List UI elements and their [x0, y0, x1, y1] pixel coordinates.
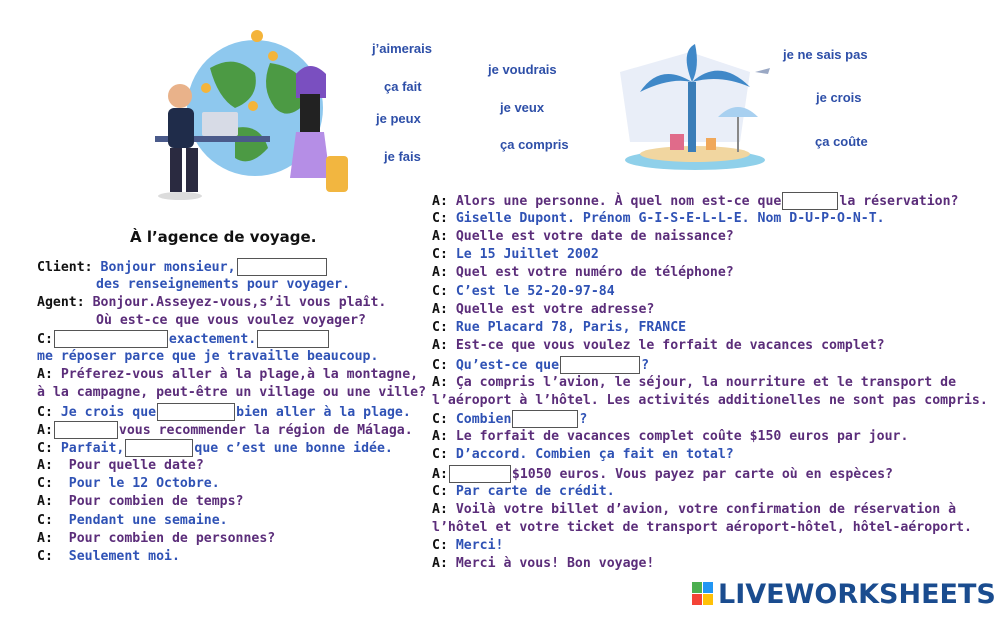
speaker-label: C: — [37, 441, 53, 456]
dialogue-line — [432, 555, 654, 573]
dialogue-text: Est-ce que vous voulez le forfait de vacances complet? — [455, 338, 885, 353]
speaker-label: C: — [432, 358, 448, 373]
dialogue-text: Pour quelle date? — [68, 458, 204, 473]
speaker-label: A: — [432, 429, 448, 444]
island-illustration — [600, 42, 775, 177]
dialogue-line — [37, 258, 328, 277]
dialogue-text: l’aéroport à l’hôtel. Les activités additionelles ne sont pas compris. — [432, 393, 988, 408]
dialogue-line — [37, 384, 426, 402]
dialogue-text: Quel est votre numéro de téléphone? — [455, 265, 734, 280]
dialogue-line — [37, 294, 386, 312]
dialogue-line — [432, 319, 686, 337]
dialogue-text: Préferez-vous aller à la plage,à la montagne, — [60, 367, 419, 382]
speaker-label: Client: — [37, 260, 93, 275]
dialogue-line — [37, 330, 330, 349]
speaker-label: A: — [37, 494, 53, 509]
dialogue-text: Giselle Dupont. Prénom G-I-S-E-L-L-E. Nom D-U-P-O-N-T. — [455, 211, 885, 226]
speaker-label: C: — [37, 513, 53, 528]
dialogue-text: Combien — [455, 412, 512, 427]
dialogue-line — [432, 465, 893, 484]
dialogue-line — [432, 428, 908, 446]
dialogue-line — [37, 421, 413, 440]
dialogue-text: Merci! — [455, 538, 504, 553]
dialogue-line — [432, 192, 958, 211]
answer-blank[interactable] — [560, 356, 640, 374]
speaker-label: C: — [432, 284, 448, 299]
dialogue-line — [37, 530, 275, 548]
answer-blank[interactable] — [449, 465, 511, 483]
speaker-label: C: — [432, 247, 448, 262]
dialogue-line — [432, 483, 615, 501]
dialogue-text: Alors une personne. À quel nom est-ce que — [455, 194, 782, 209]
speaker-label: A: — [37, 531, 53, 546]
answer-blank[interactable] — [54, 421, 118, 439]
dialogue-line — [432, 228, 734, 246]
dialogue-text: Par carte de crédit. — [455, 484, 615, 499]
dialogue-text: à la campagne, peut-être un village ou une ville? — [37, 385, 427, 400]
speaker-label: A: — [432, 502, 448, 517]
speaker-label: A: — [432, 265, 448, 280]
dialogue-line — [37, 366, 418, 384]
word-bank-item: je fais — [384, 149, 421, 164]
dialogue-line — [432, 374, 956, 392]
dialogue-text: l’hôtel et votre ticket de transport aéroport-hôtel, hôtel-aéroport. — [432, 520, 972, 535]
word-bank-item: je peux — [376, 111, 421, 126]
speaker-label: A: — [432, 467, 448, 482]
page-title: À l’agence de voyage. — [130, 228, 317, 246]
dialogue-text: Le 15 Juillet 2002 — [455, 247, 599, 262]
speaker-label: C: — [432, 412, 448, 427]
speaker-label: A: — [432, 302, 448, 317]
word-bank-item: ça fait — [384, 79, 422, 94]
dialogue-line — [37, 348, 378, 366]
answer-blank[interactable] — [512, 410, 578, 428]
dialogue-line — [37, 475, 220, 493]
speaker-label: A: — [432, 556, 448, 571]
answer-blank[interactable] — [782, 192, 838, 210]
answer-blank[interactable] — [54, 330, 168, 348]
word-bank-item: ça coûte — [815, 134, 868, 149]
dialogue-text: Ça compris l’avion, le séjour, la nourriture et le transport de — [455, 375, 957, 390]
dialogue-line — [432, 210, 885, 228]
dialogue-text: ? — [579, 412, 588, 427]
answer-blank[interactable] — [125, 439, 193, 457]
speaker-label: A: — [37, 367, 53, 382]
answer-blank[interactable] — [157, 403, 235, 421]
dialogue-text: Je crois que — [60, 405, 157, 420]
speaker-label: C: — [37, 549, 53, 564]
dialogue-text: Bonjour monsieur, — [100, 260, 236, 275]
speaker-label: A: — [432, 338, 448, 353]
speaker-label: A: — [37, 458, 53, 473]
dialogue-text: vous recommender la région de Málaga. — [118, 423, 413, 438]
speaker-label: A: — [432, 194, 448, 209]
dialogue-line — [432, 392, 988, 410]
speaker-label: C: — [432, 211, 448, 226]
dialogue-line — [37, 403, 411, 422]
speaker-label: A: — [432, 375, 448, 390]
dialogue-text: Rue Placard 78, Paris, FRANCE — [455, 320, 687, 335]
dialogue-text: des renseignements pour voyager. — [96, 277, 351, 292]
speaker-label: C: — [432, 320, 448, 335]
dialogue-text: bien aller à la plage. — [236, 405, 411, 420]
dialogue-line — [432, 519, 972, 537]
dialogue-line — [432, 537, 503, 555]
dialogue-text: Pour combien de temps? — [68, 494, 244, 509]
word-bank-item: je veux — [500, 100, 545, 115]
dialogue-text: Voilà votre billet d’avion, votre confirmation de réservation à — [455, 502, 957, 517]
dialogue-line — [37, 512, 228, 530]
dialogue-text: Où est-ce que vous voulez voyager? — [96, 313, 366, 328]
speaker-label: C: — [37, 476, 53, 491]
word-bank-item: j’aimerais — [372, 41, 432, 56]
dialogue-text: Pour le 12 Octobre. — [68, 476, 220, 491]
dialogue-text: la réservation? — [839, 194, 959, 209]
dialogue-line — [432, 337, 885, 355]
logo-badge-icon — [692, 582, 714, 606]
dialogue-line — [432, 356, 649, 375]
speaker-label: C: — [37, 405, 53, 420]
travel-agency-illustration — [140, 28, 370, 208]
dialogue-line — [432, 246, 599, 264]
dialogue-text: Le forfait de vacances complet coûte $150 euros par jour. — [455, 429, 909, 444]
dialogue-text: $1050 euros. Vous payez par carte où en espèces? — [511, 467, 893, 482]
dialogue-text: me réposer parce que je travaille beaucoup. — [37, 349, 379, 364]
dialogue-line — [37, 493, 243, 511]
speaker-label: Agent: — [37, 295, 85, 310]
dialogue-line — [432, 283, 615, 301]
dialogue-text: Quelle est votre adresse? — [455, 302, 655, 317]
dialogue-line — [432, 301, 654, 319]
speaker-label: C: — [37, 332, 53, 347]
word-bank-item: ça compris — [500, 137, 569, 152]
answer-blank[interactable] — [257, 330, 329, 348]
dialogue-text: Merci à vous! Bon voyage! — [455, 556, 655, 571]
speaker-label: C: — [432, 538, 448, 553]
word-bank-item: je crois — [816, 90, 862, 105]
word-bank-item: je voudrais — [488, 62, 557, 77]
dialogue-text: ? — [641, 358, 650, 373]
dialogue-text: Parfait, — [60, 441, 125, 456]
dialogue-text: Pour combien de personnes? — [68, 531, 276, 546]
speaker-label: C: — [432, 447, 448, 462]
dialogue-text: C’est le 52-20-97-84 — [455, 284, 615, 299]
dialogue-text: D’accord. Combien ça fait en total? — [455, 447, 734, 462]
dialogue-line — [96, 276, 350, 294]
dialogue-line — [432, 410, 587, 429]
liveworksheets-logo — [692, 578, 996, 610]
logo-text: LIVEWORKSHEETS — [718, 578, 996, 610]
dialogue-line — [96, 312, 366, 330]
dialogue-line — [37, 457, 204, 475]
speaker-label: A: — [432, 229, 448, 244]
dialogue-line — [37, 548, 180, 566]
word-bank-item: je ne sais pas — [783, 47, 868, 62]
dialogue-text: que c’est une bonne idée. — [194, 441, 393, 456]
speaker-label: C: — [432, 484, 448, 499]
dialogue-text: Seulement moi. — [68, 549, 180, 564]
speaker-label: A: — [37, 423, 53, 438]
answer-blank[interactable] — [237, 258, 327, 276]
dialogue-line — [432, 264, 734, 282]
dialogue-line — [37, 439, 393, 458]
dialogue-line — [432, 446, 734, 464]
dialogue-line — [432, 501, 956, 519]
dialogue-text: Bonjour.Asseyez-vous,s’il vous plaît. — [92, 295, 387, 310]
dialogue-text: Pendant une semaine. — [68, 513, 228, 528]
dialogue-text: exactement. — [168, 332, 257, 347]
dialogue-text: Quelle est votre date de naissance? — [455, 229, 734, 244]
dialogue-text: Qu’est-ce que — [455, 358, 560, 373]
